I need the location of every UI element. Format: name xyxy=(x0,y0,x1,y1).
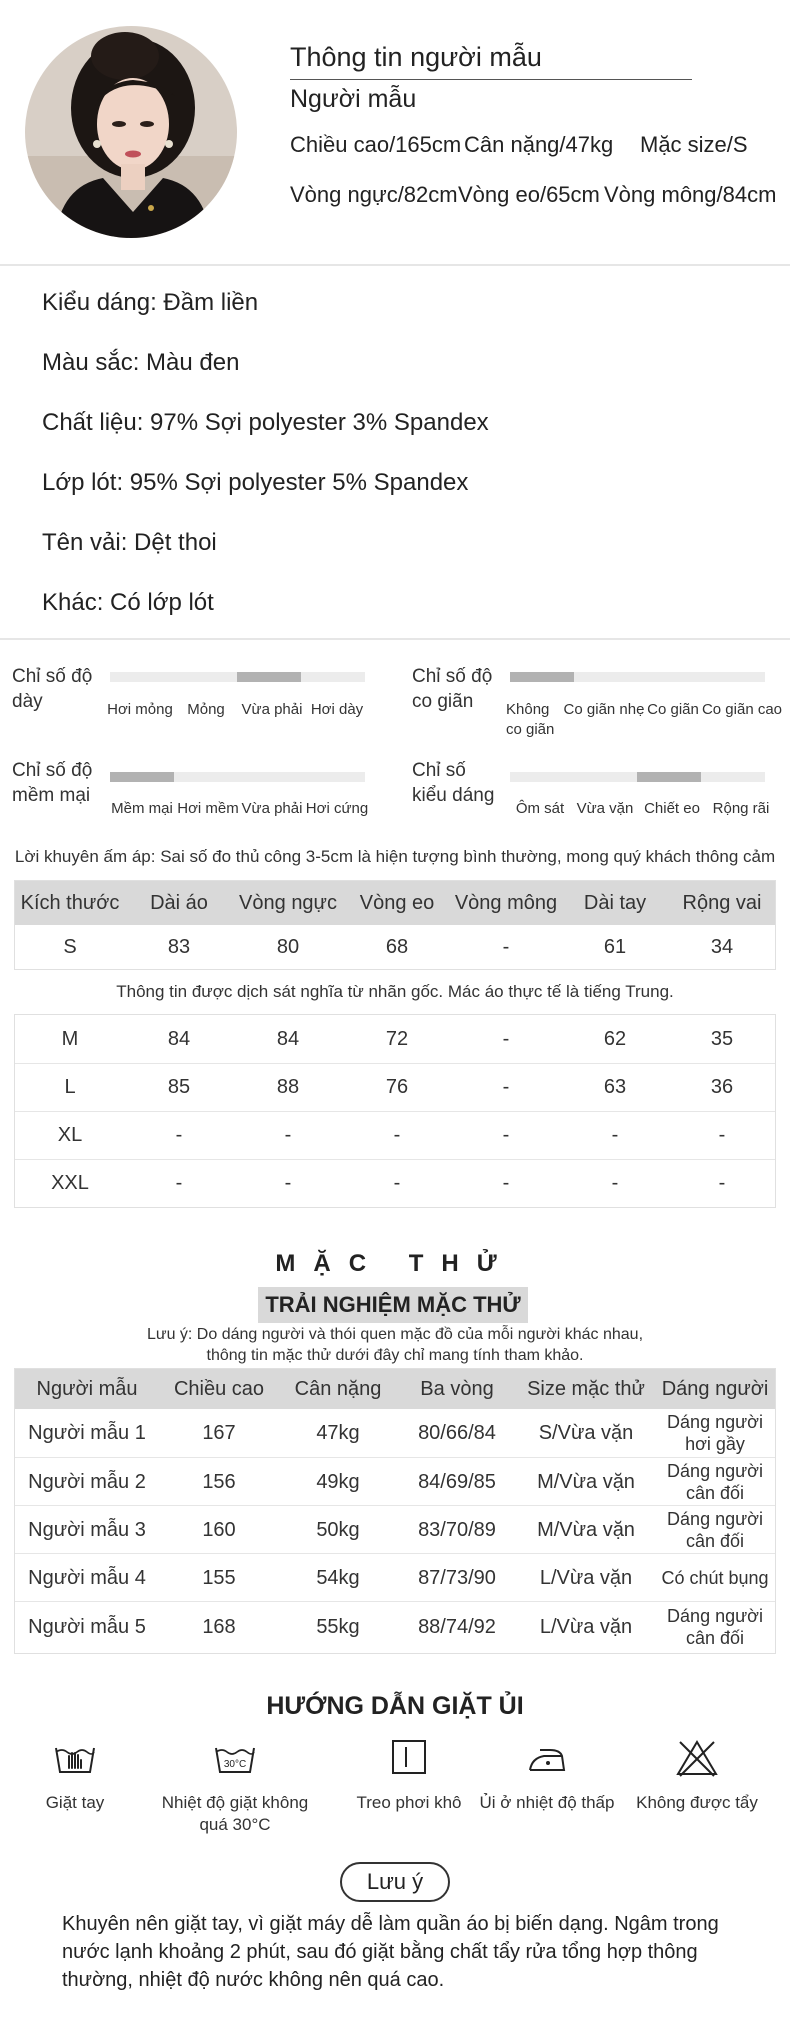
wash-item-30c xyxy=(160,1738,310,1836)
fitting-cell: 80/66/84 xyxy=(418,1422,496,1444)
table-row xyxy=(15,1553,775,1601)
size-cell: 84 xyxy=(167,1027,191,1050)
size-cell: L xyxy=(64,1076,76,1098)
iron-low-icon xyxy=(524,1738,570,1778)
model-bust: Vòng ngực/82cm xyxy=(290,182,458,207)
fitting-table-header: Chiều cao xyxy=(173,1378,265,1400)
size-cell: 80 xyxy=(276,935,300,958)
index-track-softness xyxy=(110,772,365,782)
table-row xyxy=(15,1505,775,1553)
translation-note: Thông tin được dịch sát nghĩa từ nhãn gốc. Mác áo thực tế là tiếng Trung. xyxy=(116,982,674,1001)
wash-item-hand-wash xyxy=(0,1738,150,1814)
fitting-cell: 84/69/85 xyxy=(418,1470,496,1493)
fitting-cell: S/Vừa vặn xyxy=(538,1422,634,1444)
size-cell: 84 xyxy=(276,1027,300,1050)
size-cell: 63 xyxy=(603,1076,627,1098)
fitting-cell: L/Vừa vặn xyxy=(539,1566,633,1589)
model-info-section xyxy=(0,0,790,266)
size-cell: - xyxy=(502,935,510,958)
size-cell: - xyxy=(175,1172,183,1194)
section-divider xyxy=(0,638,790,640)
index-option: Hơi mềm xyxy=(177,800,239,817)
size-table-header: Kích thước xyxy=(20,891,120,914)
model-size: Mặc size/S xyxy=(640,132,748,157)
size-cell: XXL xyxy=(51,1172,89,1194)
index-selected-segment xyxy=(237,672,301,682)
index-selected-segment xyxy=(637,772,701,782)
fitting-table-header: Size mặc thử xyxy=(527,1378,645,1400)
fitting-title: TRẢI NGHIỆM MẶC THỬ xyxy=(258,1287,528,1323)
size-cell: 62 xyxy=(603,1027,627,1050)
size-table-header: Vòng mông xyxy=(454,891,558,914)
fitting-note-line1: Lưu ý: Do dáng người và thói quen mặc đồ của mỗi người khác nhau, xyxy=(146,1326,644,1343)
wash-30-icon xyxy=(212,1738,258,1778)
attr-color: Màu sắc: Màu đen xyxy=(42,349,240,376)
size-table-body xyxy=(14,1014,776,1208)
model-avatar xyxy=(25,26,237,238)
size-table-header: Dài tay xyxy=(583,891,647,914)
size-cell: 34 xyxy=(710,935,734,958)
index-option: Co giãn cao xyxy=(701,701,783,718)
wash-30-text: 30°C xyxy=(223,1759,247,1770)
attr-style: Kiểu dáng: Đầm liền xyxy=(42,289,259,316)
size-cell: M xyxy=(61,1027,79,1050)
size-cell: 36 xyxy=(710,1076,734,1098)
wash-label: Ủi ở nhiệt độ thấp xyxy=(479,1793,615,1812)
fitting-cell: 168 xyxy=(202,1615,236,1638)
fitting-cell: Người mẫu 2 xyxy=(28,1470,146,1493)
size-cell: - xyxy=(284,1124,292,1146)
fitting-cell: 47kg xyxy=(316,1422,360,1444)
index-label-softness: Chỉ số độ mềm mại xyxy=(12,760,93,806)
size-cell: - xyxy=(393,1172,401,1194)
index-option: Hơi dày xyxy=(310,701,364,718)
fitting-cell: Người mẫu 4 xyxy=(28,1566,146,1589)
model-weight: Cân nặng/47kg xyxy=(464,132,614,157)
fitting-cell: Người mẫu 5 xyxy=(28,1615,146,1638)
size-table-header: Vòng eo xyxy=(359,891,435,914)
fitting-cell: Người mẫu 1 xyxy=(28,1422,146,1444)
size-cell: - xyxy=(502,1124,510,1146)
fitting-cell: Dáng người cân đối xyxy=(667,1460,763,1503)
washing-title: HƯỚNG DẪN GIẶT ỦI xyxy=(266,1692,524,1720)
fitting-cell: 87/73/90 xyxy=(418,1566,496,1589)
fitting-cell: 49kg xyxy=(316,1470,360,1493)
size-cell: XL xyxy=(57,1124,83,1146)
note-pill-label: Lưu ý xyxy=(340,1862,450,1902)
size-table-header: Rộng vai xyxy=(682,891,762,914)
size-cell: - xyxy=(718,1172,726,1194)
index-option: Mềm mại xyxy=(111,800,173,817)
index-option: Chiết eo xyxy=(644,800,700,817)
wash-label: Treo phơi khô xyxy=(356,1793,462,1812)
model-waist: Vòng eo/65cm xyxy=(458,182,600,207)
fitting-cell: M/Vừa vặn xyxy=(537,1470,635,1493)
wash-label: Nhiệt độ giặt không quá 30°C xyxy=(161,1793,309,1834)
fitting-cell: 83/70/89 xyxy=(418,1518,496,1541)
index-track-thickness xyxy=(110,672,365,682)
index-option: Mỏng xyxy=(187,701,225,718)
size-cell: - xyxy=(611,1172,619,1194)
table-row xyxy=(15,1457,775,1505)
index-option: Hơi cứng xyxy=(305,800,369,817)
washing-note-text: Khuyên nên giặt tay, vì giặt máy dễ làm quần áo bị biến dạng. Ngâm trong nước lạnh khoảng 2 phút, sau đó giặt bằng chất tẩy rửa tổng hợp thông thường, nhiệt độ nước không nên quá cao. xyxy=(62,1913,719,1991)
size-cell: - xyxy=(502,1076,510,1098)
fitting-table-header: Ba vòng xyxy=(420,1378,494,1400)
attr-fabric: Tên vải: Dệt thoi xyxy=(42,529,217,556)
size-cell: - xyxy=(502,1027,510,1050)
size-cell: 72 xyxy=(385,1027,409,1050)
index-option: Ôm sát xyxy=(515,800,565,817)
size-cell: 35 xyxy=(710,1027,734,1050)
fitting-cell: L/Vừa vặn xyxy=(539,1615,633,1638)
fitting-cell: 55kg xyxy=(316,1615,360,1638)
attr-other: Khác: Có lớp lót xyxy=(42,589,214,616)
size-cell: S xyxy=(63,935,77,958)
index-label-elasticity: Chỉ số độ co giãn xyxy=(412,666,493,712)
index-selected-segment xyxy=(110,772,174,782)
fitting-spaced-title: MẶC THỬ xyxy=(275,1250,515,1277)
index-option: Vừa phải xyxy=(241,701,303,718)
size-cell: - xyxy=(175,1124,183,1146)
section-divider xyxy=(0,264,790,266)
index-option: Không co giãn xyxy=(506,701,555,738)
table-row xyxy=(15,1111,775,1159)
wash-item-line-dry xyxy=(334,1738,484,1814)
size-cell: - xyxy=(284,1172,292,1194)
fitting-cell: 54kg xyxy=(316,1566,360,1589)
size-cell: 83 xyxy=(167,935,191,958)
table-row xyxy=(15,925,775,969)
size-table-header-row xyxy=(15,881,775,925)
size-cell: 76 xyxy=(385,1076,409,1098)
fitting-cell: Dáng người hơi gầy xyxy=(667,1412,763,1454)
size-cell: 68 xyxy=(385,935,409,958)
fitting-cell: Dáng người cân đối xyxy=(667,1508,763,1551)
index-option: Rộng rãi xyxy=(712,800,770,817)
model-hip: Vòng mông/84cm xyxy=(604,182,777,207)
fitting-cell: 155 xyxy=(202,1566,236,1589)
size-cell: - xyxy=(718,1124,726,1146)
index-option: Co giãn nhẹ xyxy=(563,701,645,718)
size-cell: 88 xyxy=(276,1076,300,1098)
attr-lining: Lớp lót: 95% Sợi polyester 5% Spandex xyxy=(42,469,469,496)
index-option: Hơi mỏng xyxy=(107,701,173,718)
size-cell: - xyxy=(502,1172,510,1194)
hand-wash-icon xyxy=(52,1738,98,1778)
index-option: Vừa phải xyxy=(241,800,303,817)
model-subtitle: Người mẫu xyxy=(290,85,417,113)
size-table-header-block xyxy=(14,880,776,970)
fitting-table xyxy=(14,1368,776,1654)
size-table-header: Vòng ngực xyxy=(239,891,337,914)
table-row xyxy=(15,1015,775,1063)
fitting-table-header-row xyxy=(15,1369,775,1409)
size-cell: 85 xyxy=(167,1076,191,1098)
fitting-table-header: Người mẫu xyxy=(36,1378,138,1400)
fitting-cell: Có chút bụng xyxy=(661,1567,769,1588)
table-row xyxy=(15,1601,775,1651)
fitting-cell: 160 xyxy=(202,1518,236,1541)
fitting-cell: 167 xyxy=(202,1422,236,1444)
table-row xyxy=(15,1063,775,1111)
fitting-cell: M/Vừa vặn xyxy=(537,1518,635,1541)
title-underline xyxy=(290,79,692,80)
model-info-title: Thông tin người mẫu xyxy=(290,42,542,72)
index-option: Co giãn xyxy=(647,701,699,718)
index-label-thickness: Chỉ số độ dày xyxy=(12,666,93,712)
no-bleach-icon xyxy=(674,1738,720,1778)
fitting-cell: 50kg xyxy=(316,1518,360,1541)
wash-item-iron xyxy=(472,1738,622,1814)
size-advice-note: Lời khuyên ấm áp: Sai số đo thủ công 3-5cm là hiện tượng bình thường, mong quý khách thông cảm xyxy=(14,847,776,866)
fitting-cell: Dáng người cân đối xyxy=(667,1605,763,1648)
index-track-shape xyxy=(510,772,765,782)
wash-label: Giặt tay xyxy=(45,1793,105,1812)
wash-item-no-bleach xyxy=(622,1738,772,1814)
table-row xyxy=(15,1159,775,1207)
line-dry-icon xyxy=(386,1738,432,1778)
fitting-table-header: Cân nặng xyxy=(294,1378,382,1400)
size-cell: 61 xyxy=(603,935,627,958)
fitting-note-line2: thông tin mặc thử dưới đây chỉ mang tính tham khảo. xyxy=(206,1347,584,1364)
index-track-elasticity xyxy=(510,672,765,682)
index-selected-segment xyxy=(510,672,574,682)
model-height: Chiều cao/165cm xyxy=(290,132,462,157)
table-row xyxy=(15,1409,775,1457)
fitting-cell: Người mẫu 3 xyxy=(28,1518,146,1541)
index-option: Vừa vặn xyxy=(576,800,634,817)
size-table-header: Dài áo xyxy=(150,891,208,914)
fitting-cell: 88/74/92 xyxy=(418,1615,496,1638)
index-label-shape: Chỉ số kiểu dáng xyxy=(412,760,495,806)
size-cell: - xyxy=(393,1124,401,1146)
fitting-cell: 156 xyxy=(202,1470,236,1493)
fitting-table-header: Dáng người xyxy=(661,1378,769,1400)
attr-material: Chất liệu: 97% Sợi polyester 3% Spandex xyxy=(42,409,489,436)
wash-label: Không được tẩy xyxy=(636,1793,758,1812)
size-cell: - xyxy=(611,1124,619,1146)
